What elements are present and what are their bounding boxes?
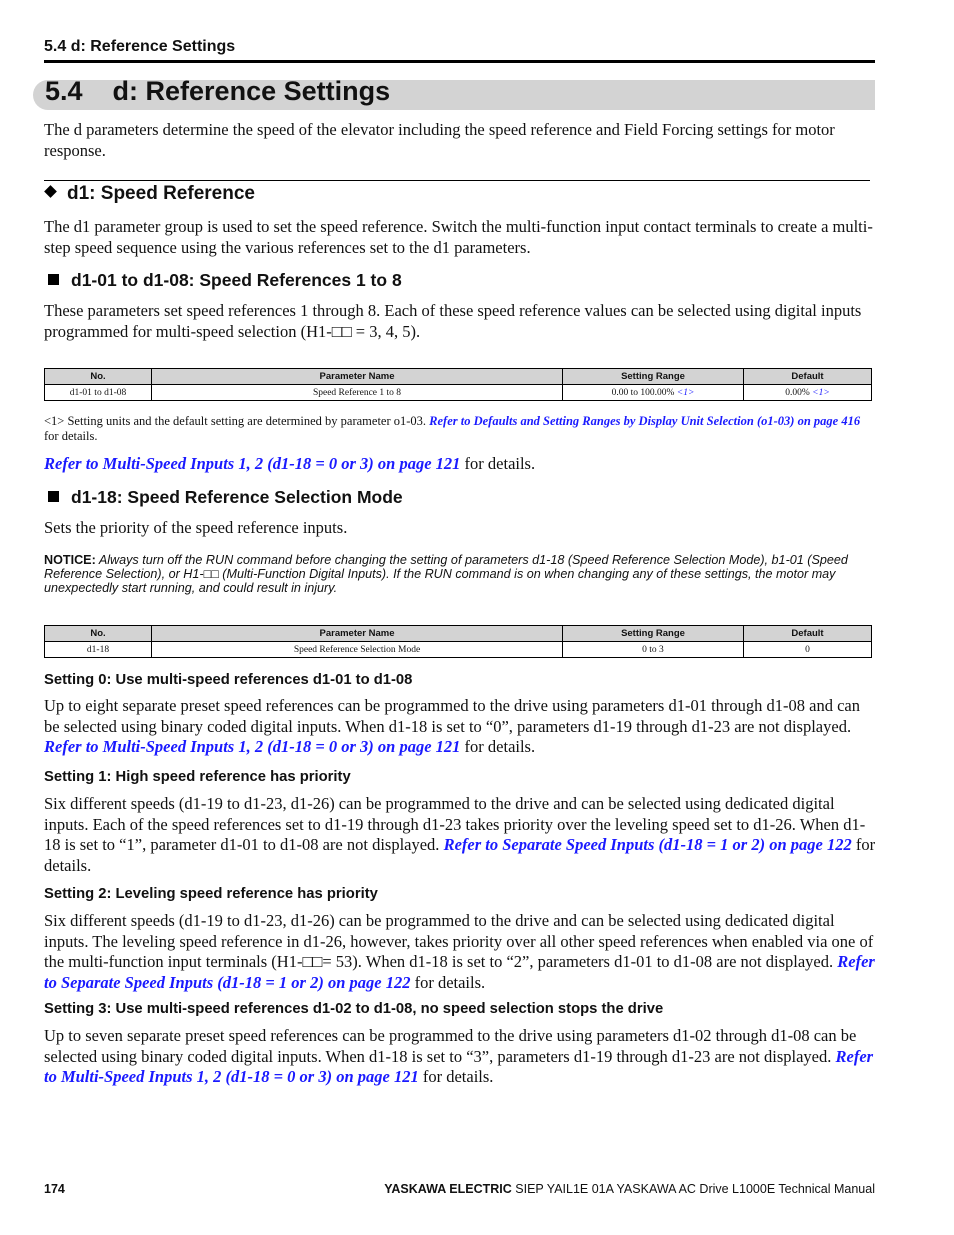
header-rule bbox=[44, 60, 875, 63]
setting-0-heading: Setting 0: Use multi-speed references d1-01 to d1-08 bbox=[44, 672, 413, 688]
footnote-suffix: for details. bbox=[44, 428, 98, 443]
d1-18-paragraph: Sets the priority of the speed reference inputs. bbox=[44, 518, 348, 537]
footnote bbox=[44, 414, 874, 443]
notice-text: Always turn off the RUN command before changing the setting of parameters d1-18 (Speed Reference Selection Mode), b1-01 (Speed Reference Selection), or H1-□□ (Multi-Function Digital Inputs). If the RUN command is on when changing any of these settings, the motor may unexpectedly start running, and could result in injury. bbox=[44, 553, 848, 595]
table-cell-value: 0.00% bbox=[785, 387, 810, 398]
column-header: Parameter Name bbox=[152, 369, 563, 385]
table-cell: d1-18 bbox=[45, 642, 152, 658]
footnote-link[interactable]: Refer to Defaults and Setting Ranges by Display Unit Selection (o1-03) on page 416 bbox=[429, 414, 861, 428]
parameter-table-d1-01-08 bbox=[44, 368, 872, 401]
square-bullet-icon bbox=[48, 491, 59, 502]
setting-2-suffix: for details. bbox=[414, 972, 486, 992]
setting-1-heading: Setting 1: High speed reference has priority bbox=[44, 769, 351, 785]
table-header-row bbox=[45, 369, 872, 385]
table-cell-value: 0.00 to 100.00% bbox=[611, 387, 675, 398]
column-header: Setting Range bbox=[563, 369, 744, 385]
d1-paragraph: The d1 parameter group is used to set the speed reference. Switch the multi-function input contact terminals to create a multi-step speed sequence using the various references set to the d1 parameters. bbox=[44, 217, 873, 257]
setting-2-link[interactable]: Refer to Separate Speed Inputs (d1-18 = 1 or 2) on page 122 bbox=[44, 952, 875, 992]
notice-label: NOTICE: bbox=[44, 553, 96, 567]
setting-3-text: Up to seven separate preset speed references can be programmed to the drive using parameters d1-02 through d1-08 can be selected using binary coded digital inputs. When d1-18 is set to “3”, parameters d1-19 through d1-23 are not displayed. bbox=[44, 1026, 857, 1066]
d1-01-08-heading-text: d1-01 to d1-08: Speed References 1 to 8 bbox=[71, 270, 402, 290]
notice-box bbox=[44, 553, 876, 595]
footer-company: YASKAWA ELECTRIC bbox=[384, 1182, 512, 1196]
setting-2-text: Six different speeds (d1-19 to d1-23, d1-26) can be programmed to the drive and can be selected using dedicated digital inputs. The leveling speed reference in d1-26, however, takes priority over all other speed references when enabled via one of the multi-function input terminals (H1-□□= 53). When d1-18 is set to “2”, parameters d1-01 to d1-08 are not displayed. bbox=[44, 911, 874, 971]
footer-manual: SIEP YAIL1E 01A YASKAWA AC Drive L1000E Technical Manual bbox=[515, 1182, 875, 1196]
table-row bbox=[45, 642, 872, 658]
d1-heading bbox=[46, 183, 255, 205]
square-bullet-icon bbox=[48, 274, 59, 285]
setting-0-paragraph bbox=[44, 696, 876, 758]
setting-3-paragraph bbox=[44, 1026, 876, 1088]
footnote-marker-link[interactable]: <1> bbox=[676, 387, 695, 398]
setting-1-paragraph bbox=[44, 794, 876, 876]
column-header: Default bbox=[744, 369, 872, 385]
column-header: No. bbox=[45, 369, 152, 385]
page-number: 174 bbox=[44, 1182, 65, 1196]
setting-0-link[interactable]: Refer to Multi-Speed Inputs 1, 2 (d1-18 = 0 or 3) on page 121 bbox=[44, 737, 461, 756]
setting-3-link[interactable]: Refer to Multi-Speed Inputs 1, 2 (d1-18 = 0 or 3) on page 121 bbox=[44, 1046, 874, 1086]
table-cell: Speed Reference 1 to 8 bbox=[152, 385, 563, 401]
table-cell: 0 to 3 bbox=[563, 642, 744, 658]
d1-18-heading-text: d1-18: Speed Reference Selection Mode bbox=[71, 487, 403, 507]
d1-18-heading bbox=[48, 487, 403, 508]
diamond-bullet-icon bbox=[44, 185, 57, 198]
setting-2-paragraph bbox=[44, 911, 876, 993]
setting-0-text: Up to eight separate preset speed references can be programmed to the drive using parameters d1-01 through d1-08 and can be selected using binary coded digital inputs. When d1-18 is set to “0”, parameters d1-19 through d1-23 are not displayed. bbox=[44, 696, 860, 736]
setting-3-heading: Setting 3: Use multi-speed references d1-02 to d1-08, no speed selection stops the drive bbox=[44, 1001, 664, 1017]
setting-1-link[interactable]: Refer to Separate Speed Inputs (d1-18 = 1 or 2) on page 122 bbox=[443, 835, 852, 854]
section-intro: The d parameters determine the speed of the elevator including the speed reference and Field Forcing settings for motor response. bbox=[44, 120, 835, 160]
setting-1-suffix: for details. bbox=[44, 835, 876, 875]
reference-suffix: for details. bbox=[464, 454, 536, 473]
setting-3-suffix: for details. bbox=[422, 1067, 494, 1086]
d1-heading-text: d1: Speed Reference bbox=[67, 183, 255, 204]
table-cell: Speed Reference Selection Mode bbox=[152, 642, 563, 658]
column-header: Default bbox=[744, 626, 872, 642]
setting-2-heading: Setting 2: Leveling speed reference has priority bbox=[44, 886, 378, 902]
table-cell: 0 bbox=[744, 642, 872, 658]
table-header-row bbox=[45, 626, 872, 642]
subsection-rule bbox=[44, 180, 870, 181]
parameter-table-d1-18 bbox=[44, 625, 872, 658]
setting-0-suffix: for details. bbox=[464, 737, 536, 756]
table-cell bbox=[744, 385, 872, 401]
footnote-text: <1> Setting units and the default setting are determined by parameter o1-03. bbox=[44, 414, 427, 428]
d1-01-08-heading bbox=[48, 270, 402, 291]
column-header: Parameter Name bbox=[152, 626, 563, 642]
running-header: 5.4 d: Reference Settings bbox=[44, 38, 236, 55]
reference-line bbox=[44, 454, 874, 475]
column-header: No. bbox=[45, 626, 152, 642]
column-header: Setting Range bbox=[563, 626, 744, 642]
table-cell: d1-01 to d1-08 bbox=[45, 385, 152, 401]
section-title: 5.4 d: Reference Settings bbox=[45, 76, 391, 106]
footer-manual-title bbox=[384, 1182, 875, 1196]
d1-01-08-paragraph: These parameters set speed references 1 through 8. Each of these speed reference values can be selected using digital inputs programmed for multi-speed selection (H1-□□ = 3, 4, 5). bbox=[44, 301, 862, 341]
setting-1-text: Six different speeds (d1-19 to d1-23, d1-26) can be programmed to the drive and can be selected using dedicated digital inputs. Each of the speed references set to d1-19 through d1-23 takes priority over the leveling speed set to d1-26. When d1-18 is set to “1”, parameter d1-01 to d1-08 are not displayed. bbox=[44, 794, 866, 854]
footnote-marker-link[interactable]: <1> bbox=[812, 387, 830, 398]
multi-speed-inputs-link[interactable]: Refer to Multi-Speed Inputs 1, 2 (d1-18 = 0 or 3) on page 121 bbox=[44, 454, 461, 473]
table-row bbox=[45, 385, 872, 401]
table-cell bbox=[563, 385, 744, 401]
